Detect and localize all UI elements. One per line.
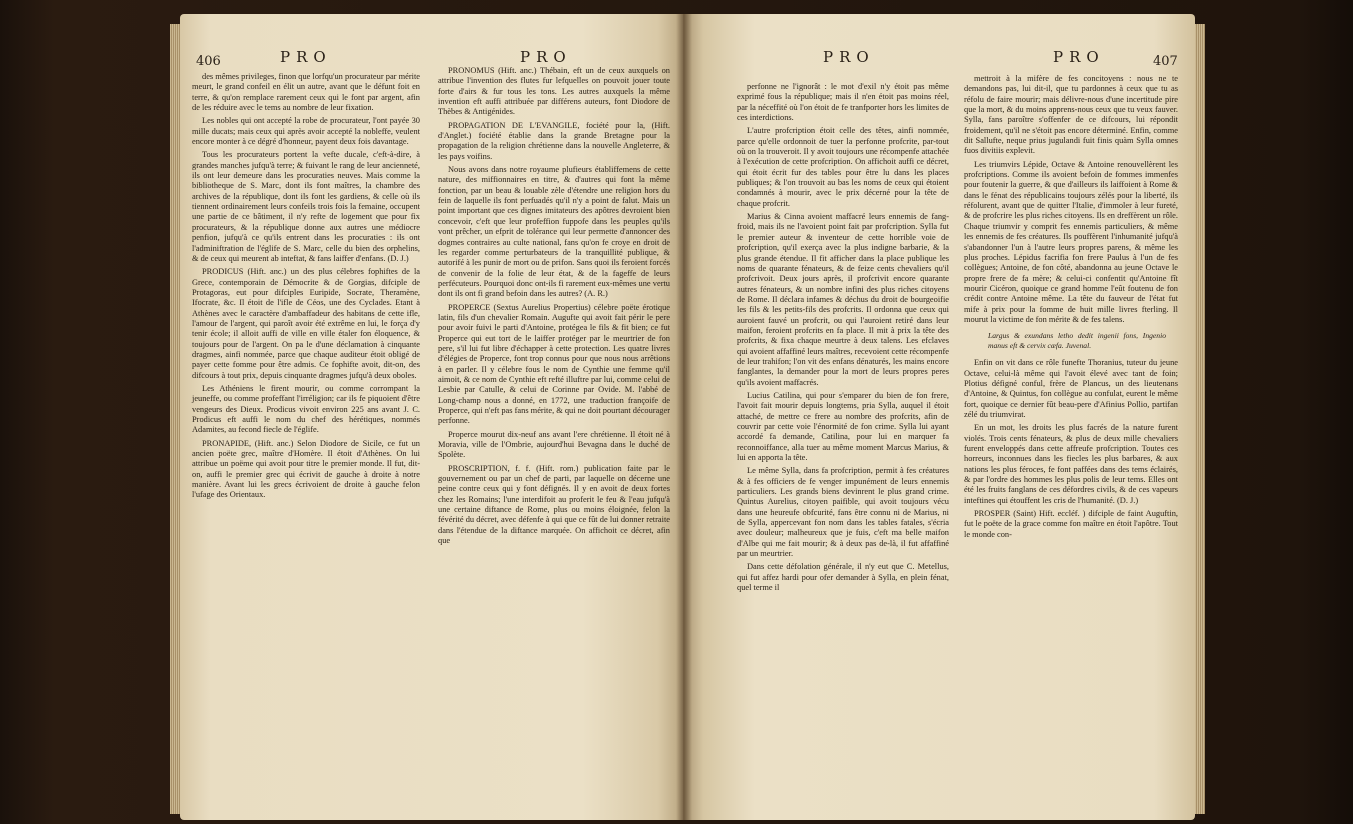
verse-quote: Largus & exundans letho dedit ingenii fons, Ingenio manus eft & cervix cæfa. Juvenal.	[988, 331, 1166, 350]
running-head-left: PRO	[280, 48, 332, 66]
paragraph: Nous avons dans notre royaume plufieurs établiffemens de cette nature, des miffionnaires en titre, & d'autres qui font la même fonction, par un beau & louable zèle d'étendre une religion hors du fein de laquelle ils font perfuadés qu'il n'y a point de falut. Mais un point important que ces dignes imitateurs des apôtres devroient bien concevoir, c'eft que leur profeffion fuppofe dans les peuples qu'ils vont prêcher, un efprit de tolérance qui leur permette d'annoncer des dogmes contraires au culte national, fans qu'on fe croye en droit de les regarder comme perturbateurs de la tranquillité publique, & autorifé à les punir de mort ou de prifon. Sans quoi ils feroient forcés de convenir de la folie de leur état, & de la fageffe de leurs perfécuteurs. Pourquoi donc ont-ils fi rarement eux-mêmes une vertu dont ils ont fi grand befoin dans les autres? (A. R.)	[438, 165, 670, 299]
paragraph: Lucius Catilina, qui pour s'emparer du bien de fon frere, l'avoit fait mourir depuis longtems, pria Sylla, auquel il étoit attaché, de mettre ce frere au nombre des profcrits, afin de couvrir par cette voie l'énormité de fon crime. Sylla lui ayant accordé fa demande, Catilina, pour lui en marquer fa reconnoiffance, alla tuer au même moment Marcus Marius, & lui en apporta la tête.	[737, 390, 949, 463]
paragraph: Properce mourut dix-neuf ans avant l'ere chrétienne. Il étoit né à Moravia, ville de l'Ombrie, aujourd'hui Bevagna dans le duché de Spolète.	[438, 429, 670, 460]
paragraph: PRODICUS (Hift. anc.) un des plus célebres fophiftes de la Grece, contemporain de Démocrite & de Gorgias, difciple de Protagoras, eut pour difciples Euripide, Socrate, Theramène, Ifocrate, &c. Il étoit de l'ifle de Céos, une des Cyclades. Etant à Athènes avec le caractère d'ambaffadeur des habitans de cette ifle, l'amour de l'argent, qui paroît avoir été extrême en lui, le força d'y tenir école; il alloit auffi de ville en ville étaler fon éloquence, & toujours pour de l'argent. On pa le d'une déclamation à cinquante dragmes, ainfi nommée, parce que chaque auditeur étoit obligé de payer cette fomme pour être admis. Ce fophifte avoit, dit-on, des difcours à tout prix, depuis cinquante dragmes jufqu'à deux oboles.	[192, 267, 420, 380]
page-number: 406	[196, 54, 221, 69]
paragraph: Dans cette défolation générale, il n'y eut que C. Metellus, qui fut affez hardi pour ofer demander à Sylla, en plein fénat, quel terme il	[737, 562, 949, 593]
paragraph: Les Athéniens le firent mourir, ou comme corrompant la jeuneffe, ou comme profeffant l'irréligion; car ils fe piquoient d'être vengeurs des Dieux. Prodicus vivoit environ 225 ans avant J. C. Prodicus eft auffi le nom du chef des hérétiques, nommés Adamites, au fecond fiecle de l'églife.	[192, 383, 420, 435]
paragraph: des mêmes privileges, finon que lorfqu'un procurateur par mérite meurt, le grand confeil en élit un autre, avant que le défunt foit en terre, & qu'on remplace rarement ceux qui le font par argent, afin de les réduire avec le tems au nombre de leur fixation.	[192, 72, 420, 113]
page-number: 407	[1153, 54, 1178, 69]
running-head-right: PRO	[1053, 48, 1105, 66]
paragraph: En un mot, les droits les plus facrés de la nature furent violés. Trois cents fénateurs, & plus de deux mille chevaliers furent enveloppés dans cette affreufe profcription. Toutes ces horreurs, inconnues dans les fiecles les plus barbares, & aux nations les plus féroces, fe font paffées dans des tems éclairés, & par l'ordre des hommes les plus polis de leur tems. Elles ont été les fruits fanglans de ces défordres civils, & de ces vapeurs inteftines qui étouffent les cris de l'humanité. (D. J.)	[964, 423, 1178, 505]
right-page	[683, 14, 1195, 820]
paragraph: PROSPER (Saint) Hift. eccléf. ) difciple de faint Auguftin, fut le poëte de la grace comme fon maître en étoit l'apôtre. Tout le monde con-	[964, 509, 1178, 539]
running-head-right: PRO	[520, 48, 572, 66]
paragraph: Marius & Cinna avoient maffacré leurs ennemis de fang-froid, mais ils ne l'avoient point fait par profcription. Sylla fut le premier auteur & inventeur de cette horrible voie de profcription, qu'il exerça avec la plus indigne barbarie, & la plus grande étendue. Il fit afficher dans la place publique les noms de quarante fénateurs, & de feize cents chevaliers qu'il profcrivoit. Deux jours après, il profcrivit encore quarante autres fénateurs, & un nombre infini des plus riches citoyens de Rome. Il déclara infames & déchus du droit de bourgeoifie les fils & les petits-fils des profcrits. Il ordonna que ceux qui auroient fauvé un profcrit, ou qui l'auroient retiré dans leur maifon, feroient profcrits en fa place. Il mit à prix la tête des profcrits, & fixa chaque meurtre à deux talens. Les efclaves qui avoient affaffiné leurs maîtres, recevoient cette récompenfe de leur trahifon; l'on vit des enfans dénaturés, les mains encore fanglantes, la demander pour la mort de leurs propres peres qu'ils avoient maffacrés.	[737, 212, 949, 387]
paragraph: mettroit à la mifère de fes concitoyens : nous ne te demandons pas, lui dit-il, que tu pardonnes à ceux que tu as réfolu de faire mourir; mais délivre-nous d'une incertitude pire que la mort, & du moins apprens-nous ceux que tu veux fauver. Sylla, fans paroître s'offenfer de ce difcours, lui répondit froidement, qu'il ne s'étoit pas encore déterminé. Enfin, comme dit Sallufte, neque prius jugulandi fuit finis quàm Sylla omnes fuos divitiis explevit.	[964, 74, 1178, 156]
paragraph: Les triumvirs Lépide, Octave & Antoine renouvellèrent les profcriptions. Comme ils avoient befoin de fommes immenfes pour foutenir la guerre, & que d'ailleurs ils laiffoient à Rome & dans le fénat des républicains toujours zélés pour la liberté, ils réfolurent, avant que de quitter l'Italie, d'immoler à leur fureté, & de profcrire les plus riches citoyens. Ils en dreffèrent un rôle. Chaque triumvir y comprit fes ennemis particuliers, & même les ennemis de fes créatures. Ils pouffèrent l'inhumanité jufqu'à s'abandonner l'un à l'autre leurs propres parens, & même les plus proches. Lépidus facrifia fon frere Paulus à l'un de fes collègues; Antoine, de fon côté, abandonna au jeune Octave le propre frere de fa mère; & celui-ci confentit qu'Antoine fît mourir Cicéron, quoique ce grand homme l'eût foutenu de fon crédit contre Antoine même. La tête du fauveur de l'état fut mife à prix pour la fomme de huit mille livres fterling. Il mourut la victime de fon mérite & de fes talens.	[964, 159, 1178, 324]
paragraph: L'autre profcription étoit celle des têtes, ainfi nommée, parce qu'elle ordonnoit de tuer la perfonne profcrite, par-tout où on la trouveroit. Il y avoit toujours une récompenfe attachée à l'exécution de cette profcription. On affichoit auffi ce décret, qui étoit écrit fur des tables pour être lu dans les places publiques; & l'on trouvoit au bas les noms de ceux qui étoient condamnés à mourir, avec le prix décerné pour la tête de chaque profcrit.	[737, 126, 949, 208]
text-column-2	[438, 66, 670, 806]
text-column-1	[192, 72, 420, 812]
running-head-left: PRO	[823, 48, 875, 66]
paragraph: Enfin on vit dans ce rôle funefte Thoranius, tuteur du jeune Octave, celui-là même qui l'avoit élevé avec tant de foin; Plotius défigné conful, frère de Plancus, un des lieutenans d'Antoine, & Quintus, fon collègue au confulat, eurent le même fort, quoique ce dernier fût beau-pere d'Afinius Pollio, partifan zélé du triumvirat.	[964, 358, 1178, 419]
paragraph: perfonne ne l'ignorât : le mot d'exil n'y étoit pas même exprimé fous la république; mais il n'en étoit pas moins réel, par la néceffité où l'on étoit de fe tranfporter hors les limites de ces interdictions.	[737, 82, 949, 123]
left-page-edges	[170, 24, 180, 814]
book-gutter	[676, 14, 692, 820]
text-column-2	[964, 74, 1178, 814]
text-column-1	[737, 82, 949, 812]
paragraph: PRONAPIDE, (Hift. anc.) Selon Diodore de Sicile, ce fut un ancien poëte grec, maître d'Homère. Il étoit d'Athènes. On lui attribue un poëme qui avoit pour titre le premier monde. Il fut, dit-on, auffi le premier grec qui écrivit de gauche à droite à notre manière. Avant lui les grecs écrivoient de droite à gauche felon l'ufage des Orientaux.	[192, 438, 420, 500]
paragraph: PROSCRIPTION, f. f. (Hift. rom.) publication faite par le gouvernement ou par un chef de parti, par laquelle on décerne une peine contre ceux qui y font défignés. Il y en avoit de deux fortes chez les Romains; l'une interdifoit au proferit le feu & l'eau jufqu'à une certaine diftance de Rome, plus ou moins éloignée, felon la févérité du décret, avec défenfe à qui que ce fût de lui donner retraite dans l'étendue de la diftance marquée. On affichoit ce décret, afin que	[438, 463, 670, 546]
paragraph: Le même Sylla, dans fa profcription, permit à fes créatures & à fes officiers de fe venger impunément de leurs ennemis particuliers. Les grands biens devinrent le plus grand crime. Quintus Aurelius, citoyen paifible, qui avoit toujours vécu dans une heureufe obfcurité, fans être connu ni de Marius, ni de Sylla, appercevant fon nom dans les tables fatales, s'écria avec douleur; malheureux que je fuis, c'eft ma belle maifon d'Albe qui me fait mourir; & à deux pas de-là, il fut affaffiné par un meurtrier.	[737, 466, 949, 559]
paragraph: PRONOMUS (Hift. anc.) Thébain, eft un de ceux auxquels on attribue l'invention des flutes fur lefquelles on pouvoit jouer toute forte d'airs & fur tous les tons. Les autres auxquels la même invention eft auffi attribuée par différens auteurs, font Diodore de Thèbes & Antigénides.	[438, 66, 670, 117]
paragraph: PROPERCE (Sextus Aurelius Propertius) célebre poëte érotique latin, fils d'un chevalier Romain. Augufte qui avoit fait périr le pere pour avoir fuivi le parti d'Antoine, protégea le fils & fit bien; ce fut Properce qui eut tort de le laiffer protéger par le meurtrier de fon pere, s'il lui fut libre d'échapper à cette protection. Les quatre livres d'élégies de Properce, font trop connus pour que nous nous arrêtions à en parler. Il y célebre fous le nom de Cynthie une femme qu'il aimoit, & ce nom de Cynthie eft refté illuftre par lui, comme celui de Lesbie par Catulle, & celui de Corinne par Ovide. M. l'abbé de Long-champ nous a donné, en 1772, une traduction françoife de Properce, qui n'eft pas fans mérite, & qui ne doit pourtant décourager perfonne.	[438, 302, 670, 426]
paragraph: Tous les procurateurs portent la vefte ducale, c'eft-à-dire, à grandes manches jufqu'à terre; & fuivant le rang de leur ancienneté, ils ont leur demeure dans les procuraties neuves. Mais comme la bibliotheque de S. Marc, dont ils font maîtres, la chambre des archives de la république, dont ils font les gardiens, & celle où ils tiennent ordinairement leurs confeils trois fois la femaine, occupent une partie de ce bâtiment, il n'y refte de logement que pour fix procurateurs, & la république donne aux autres une médiocre penfion, jufqu'à ce qu'ils entrent dans les procuraties : ils ont l'adminiftration de l'églife de S. Marc, celle du bien des orphelins, & de ceux qui meurent ab inteftat, & fans laiffer d'enfans. (D. J.)	[192, 150, 420, 263]
paragraph: Les nobles qui ont accepté la robe de procurateur, l'ont payée 30 mille ducats; mais ceux qui après avoir accepté la nobleffe, veulent encore monter à ce dégré d'honneur, payent deux fois davantage.	[192, 116, 420, 147]
left-page	[180, 14, 683, 820]
right-page-edges	[1195, 24, 1205, 814]
paragraph: PROPAGATION DE L'EVANGILE, fociété pour la, (Hift. d'Anglet.) fociété établie dans la grande Bretagne pour la propagation de la religion chrétienne dans la nouvelle Angleterre, & les pays voifins.	[438, 120, 670, 161]
